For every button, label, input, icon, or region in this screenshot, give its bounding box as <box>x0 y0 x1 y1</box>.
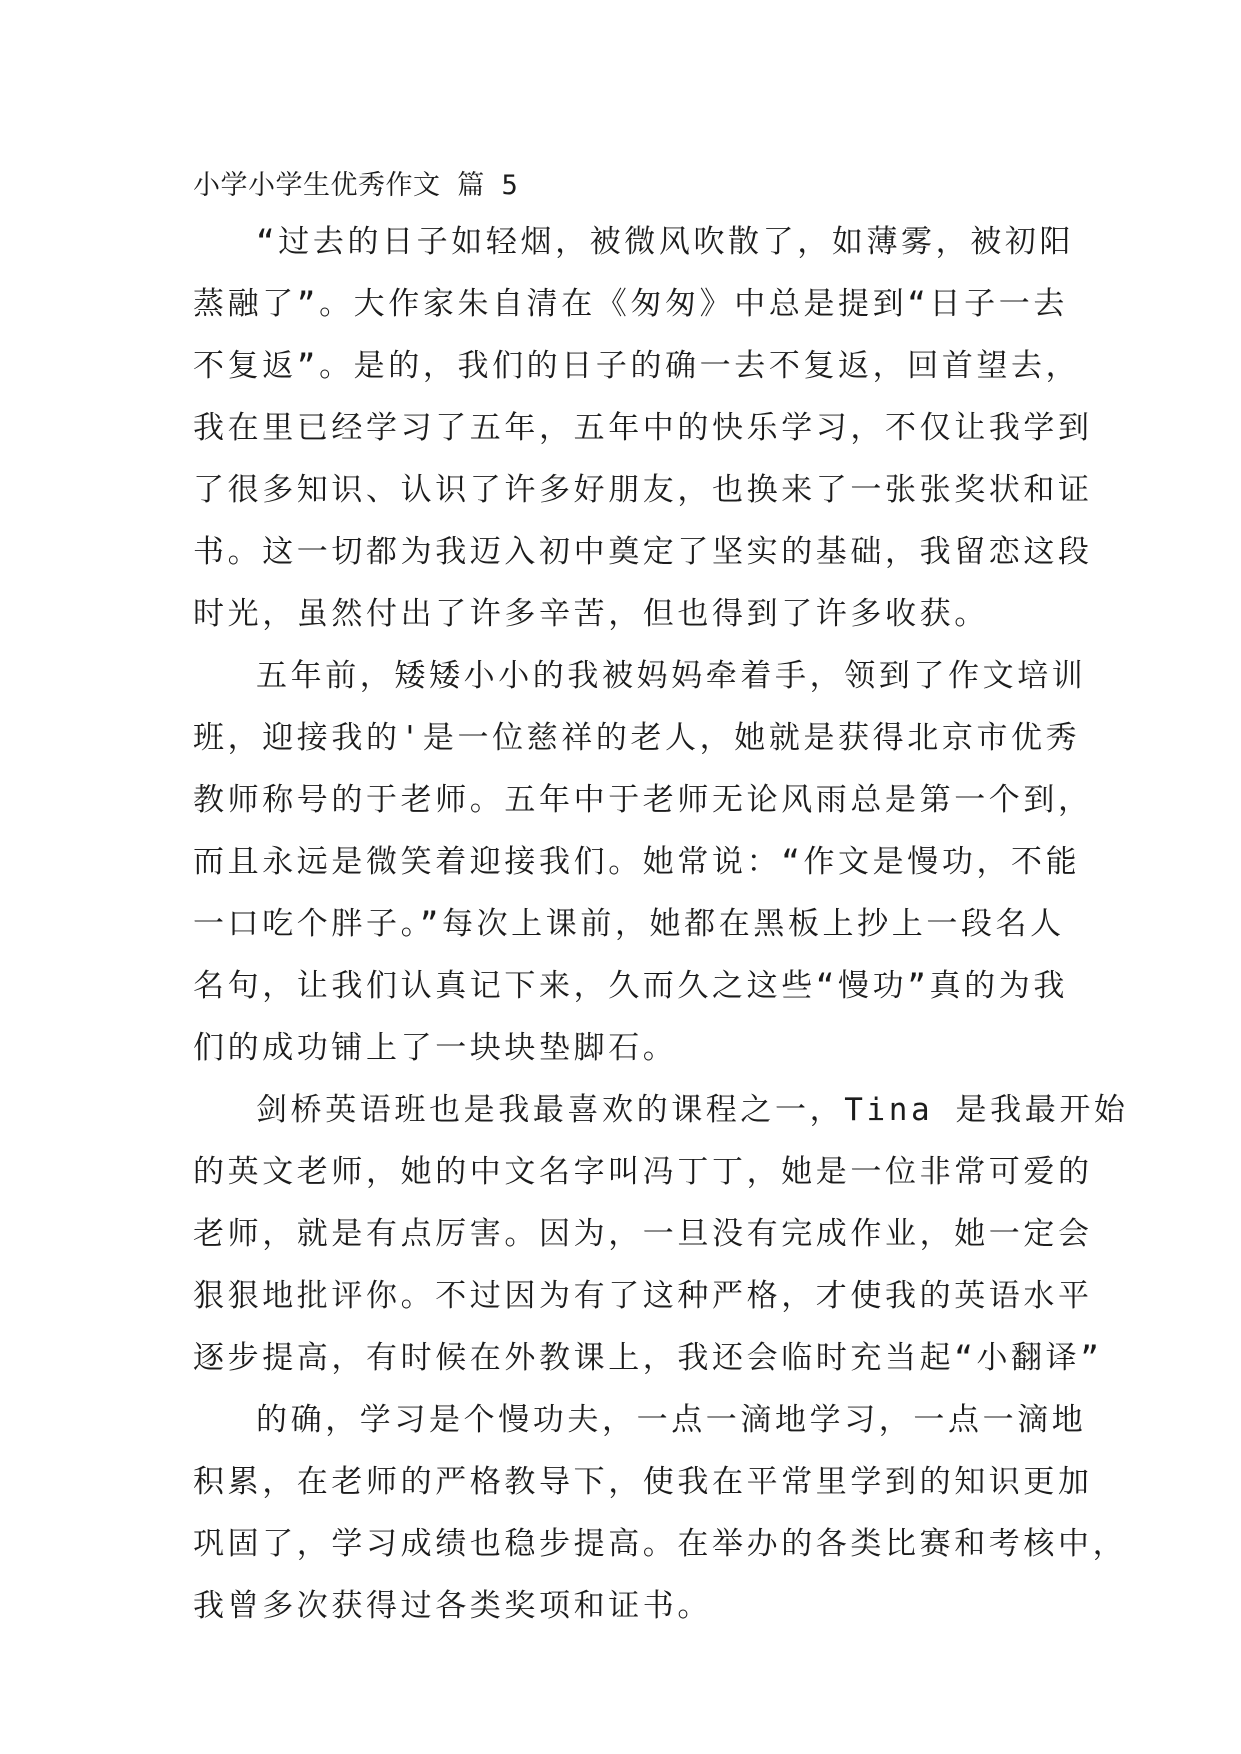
paragraph-3-line-1: 剑桥英语班也是我最喜欢的课程之一，Tina 是我最开始 <box>256 1092 1129 1128</box>
paragraph-3-line-2: 的英文老师，她的中文名字叫冯丁丁，她是一位非常可爱的 <box>193 1154 1093 1190</box>
paragraph-1-line-2: 蒸融了”。大作家朱自清在《匆匆》中总是提到“日子一去 <box>193 286 1068 322</box>
paragraph-4-line-1: 的确，学习是个慢功夫，一点一滴地学习，一点一滴地 <box>256 1402 1087 1438</box>
paragraph-1-line-3: 不复返”。是的，我们的日子的确一去不复返，回首望去， <box>193 348 1081 384</box>
paragraph-3-line-3: 老师，就是有点厉害。因为，一旦没有完成作业，她一定会 <box>193 1216 1093 1252</box>
paragraph-2-line-7: 们的成功铺上了一块块垫脚石。 <box>193 1030 678 1066</box>
paragraph-1-line-7: 时光，虽然付出了许多辛苦，但也得到了许多收获。 <box>193 596 989 632</box>
paragraph-1-line-1: “过去的日子如轻烟，被微风吹散了，如薄雾，被初阳 <box>256 224 1075 260</box>
paragraph-1-line-6: 书。这一切都为我迈入初中奠定了坚实的基础，我留恋这段 <box>193 534 1093 570</box>
paragraph-1-line-4: 我在里已经学习了五年，五年中的快乐学习，不仅让我学到 <box>193 410 1093 446</box>
paragraph-4-line-3: 巩固了，学习成绩也稳步提高。在举办的各类比赛和考核中， <box>193 1526 1128 1562</box>
paragraph-2-line-2: 班，迎接我的'是一位慈祥的老人，她就是获得北京市优秀 <box>193 720 1081 756</box>
paragraph-2-line-5: 一口吃个胖子。”每次上课前，她都在黑板上抄上一段名人 <box>193 906 1065 942</box>
paragraph-2-line-1: 五年前，矮矮小小的我被妈妈牵着手，领到了作文培训 <box>256 658 1087 694</box>
paragraph-3-line-5: 逐步提高，有时候在外教课上，我还会临时充当起“小翻译” <box>193 1340 1103 1376</box>
paragraph-2-line-4: 而且永远是微笑着迎接我们。她常说：“作文是慢功，不能 <box>193 844 1081 880</box>
paragraph-2-line-3: 教师称号的于老师。五年中于老师无论风雨总是第一个到， <box>193 782 1093 818</box>
paragraph-4-line-4: 我曾多次获得过各类奖项和证书。 <box>193 1588 712 1624</box>
paragraph-3-line-4: 狠狠地批评你。不过因为有了这种严格，才使我的英语水平 <box>193 1278 1093 1314</box>
paragraph-2-line-6: 名句，让我们认真记下来，久而久之这些“慢功”真的为我 <box>193 968 1068 1004</box>
paragraph-4-line-2: 积累，在老师的严格教导下，使我在平常里学到的知识更加 <box>193 1464 1093 1500</box>
paragraph-1-line-5: 了很多知识、认识了许多好朋友，也换来了一张张奖状和证 <box>193 472 1093 508</box>
document-title: 小学小学生优秀作文 篇 5 <box>193 170 519 201</box>
